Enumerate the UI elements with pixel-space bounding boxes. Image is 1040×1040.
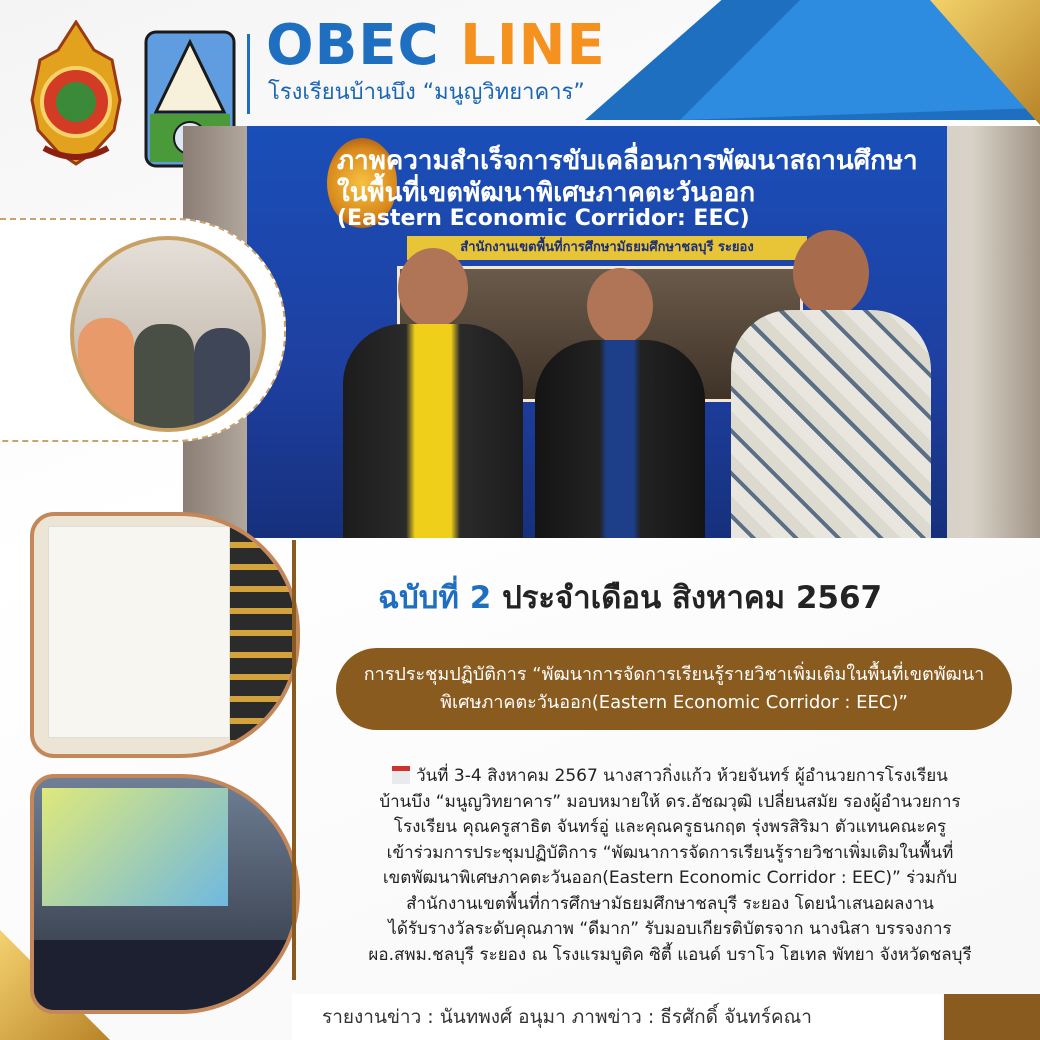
person-head (793, 230, 869, 316)
news-body (330, 764, 1010, 968)
person-left (343, 248, 523, 538)
person-middle (535, 268, 705, 538)
news-line: เข้าร่วมการประชุมปฏิบัติการ “พัฒนาการจัดการเรียนรู้รายวิชาเพิ่มเติมในพื้นที่ (386, 842, 954, 863)
person-suit (343, 324, 523, 538)
issue-number: ฉบับที่ 2 (378, 580, 492, 616)
news-line: ได้รับรางวัลระดับคุณภาพ “ดีมาก” รับมอบเกียรติบัตรจาก นางนิสา บรรจงการ (388, 919, 952, 939)
obec-emblem-icon (24, 20, 128, 166)
footer-credits: รายงานข่าว : นันทพงศ์ อนุมา ภาพข่าว : ธีรศักดิ์ จันทร์คณา (322, 1006, 812, 1028)
person-shirt (731, 310, 931, 538)
banner-strip-text: สำนักงานเขตพื้นที่การศึกษามัธยมศึกษาชลบุรี ระยอง (460, 240, 754, 255)
headline-text: การประชุมปฏิบัติการ “พัฒนาการจัดการเรียนรู้รายวิชาเพิ่มเติมในพื้นที่เขตพัฒนาพิเศษภาคตะวันออก(Eastern Economic Corridor : EEC)” (363, 664, 985, 713)
main-photo (183, 126, 1040, 538)
title-obec: OBEC (266, 13, 440, 78)
person-suit (535, 340, 705, 538)
side-photo-certificate (30, 512, 300, 758)
person-head (398, 248, 468, 328)
section-divider (292, 540, 296, 980)
page-title (266, 14, 606, 78)
news-line: สำนักงานเขตพื้นที่การศึกษามัธยมศึกษาชลบุรี ระยอง โดยนำเสนอผลงาน (406, 893, 934, 914)
calendar-icon (392, 766, 410, 784)
side-photo-award (0, 218, 286, 442)
issue-month: ประจำเดือน สิงหาคม 2567 (502, 580, 883, 616)
side-photo-presentation (30, 774, 300, 1014)
banner-line-2: ในพื้นที่เขตพัฒนาพิเศษภาคตะวันออก (337, 178, 756, 208)
school-name: โรงเรียนบ้านบึง “มนูญวิทยาคาร” (268, 80, 585, 105)
headline-pill (336, 648, 1012, 730)
issue-heading (378, 572, 882, 622)
banner-line-3: (Eastern Economic Corridor: EEC) (337, 206, 750, 231)
title-divider (247, 34, 250, 114)
footer-accent (944, 994, 1040, 1040)
person-right (731, 178, 931, 538)
banner-line-1: ภาพความสำเร็จการขับเคลื่อนการพัฒนาสถานศึกษา (337, 146, 918, 176)
title-line: LINE (460, 13, 606, 78)
side-photo-award-image (70, 236, 266, 432)
news-line: ผอ.สพม.ชลบุรี ระยอง ณ โรงแรมบูติค ซิตี้ แอนด์ บราโว โฮเทล พัทยา จังหวัดชลบุรี (368, 944, 972, 965)
person-head (587, 268, 653, 344)
news-line: โรงเรียน คุณครูสาธิต จันทร์อู่ และคุณครูธนกฤต รุ่งพรสิริมา ตัวแทนคณะครู (393, 817, 947, 837)
news-line: วันที่ 3-4 สิงหาคม 2567 นางสาวกิ่งแก้ว ห้วยจันทร์ ผู้อำนวยการโรงเรียน (330, 764, 1010, 790)
news-line: เขตพัฒนาพิเศษภาคตะวันออก(Eastern Economic Corridor : EEC)” ร่วมกับ (382, 868, 958, 888)
news-line: บ้านบึง “มนูญวิทยาคาร” มอบหมายให้ ดร.อัชฌวุฒิ เปลี่ยนสมัย รองผู้อำนวยการ (379, 791, 961, 812)
